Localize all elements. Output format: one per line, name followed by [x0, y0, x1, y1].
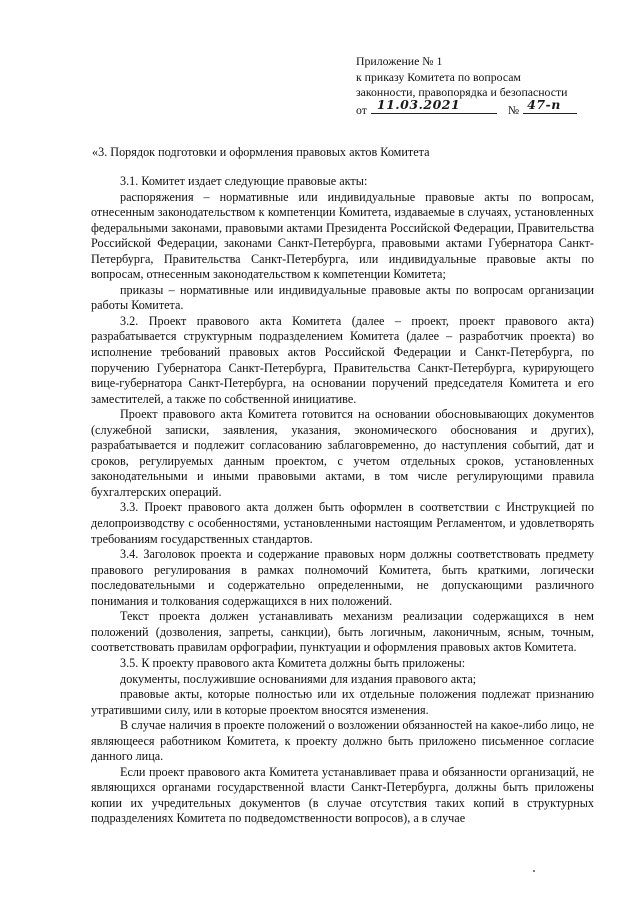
paragraph: В случае наличия в проекте положений о возложении обязанностей на какое-либо лицо, не являющееся работником Комитета, к проекту должно быть приложено письменное согласие данного лица.: [91, 718, 594, 764]
appendix-order-ref: к приказу Комитета по вопросам: [356, 69, 521, 84]
paragraph: 3.1. Комитет издает следующие правовые акты:: [120, 174, 368, 188]
handwritten-date: 11.03.2021: [376, 97, 461, 113]
number-prefix: №: [507, 102, 520, 117]
order-date-field: [371, 97, 497, 114]
paragraph: Текст проекта должен устанавливать механизм реализации содержащихся в нем положений (дозволения, запреты, санкции), быть логичным, лаконичным, ясным, точным, соответствовать правилам орфографии, пунктуации и оформления правовых актов Комитета.: [91, 609, 594, 655]
appendix-title: Приложение № 1: [356, 54, 443, 68]
order-date-number-row: [356, 97, 606, 119]
paragraph: документы, послужившие основаниями для издания правового акта;: [120, 671, 477, 686]
order-number-field: [523, 97, 577, 114]
appendix-header: [356, 54, 606, 119]
paragraph: 3.3. Проект правового акта должен быть оформлен в соответствии с Инструкцией по делопроизводству с особенностями, установленными настоящим Регламентом, и удовлетворять требованиям государственных стандартов.: [91, 500, 594, 546]
paragraph: правовые акты, которые полностью или их отдельные положения подлежат признанию утратившими силу, или в которые проектом вносятся изменения.: [91, 687, 594, 717]
handwritten-number: 47-п: [527, 97, 561, 113]
paragraph: Проект правового акта Комитета готовится на основании обосновывающих документов (служебной записки, заявления, указания, экономического обоснования и других), разрабатывается и подлежит согласованию заблаговременно, до наступления событий, дат и сроков, регулируемых данным проектом, с учетом отдельных сроков, установленных законодательными и иными правовыми актами, в том числе регулирующими правила бухгалтерских операций.: [91, 407, 594, 499]
section-title: «3. Порядок подготовки и оформления правовых актов Комитета: [92, 145, 430, 159]
date-prefix: от: [356, 102, 367, 117]
paragraph: приказы – нормативные или индивидуальные правовые акты по вопросам организации работы Комитета.: [91, 282, 594, 313]
paragraph: 3.5. К проекту правового акта Комитета должны быть приложены:: [120, 655, 466, 670]
document-body: [91, 174, 594, 827]
scan-speck: [533, 870, 535, 872]
paragraph: Если проект правового акта Комитета устанавливает права и обязанности организаций, не являющихся органами государственной власти Санкт-Петербурга, должны быть приложены копии их учредительных документов (в случае отсутствия таких копий в структурных подразделениях Комитета по подведомственности вопросов), а в случае: [91, 764, 594, 826]
paragraph: 3.2. Проект правового акта Комитета (далее – проект, проект правового акта) разрабатывается структурным подразделением Комитета (далее – разработчик проекта) во исполнение требований правовых актов Российской Федерации и Санкт-Петербурга, по поручению Губернатора Санкт-Петербурга, Правительства Санкт-Петербурга, курирующего вице-губернатора Санкт-Петербурга, на основании поручений председателя Комитета и его заместителей, а также по собственной инициативе.: [91, 313, 594, 406]
appendix-committee-name: законности, правопорядка и безопасности: [356, 85, 568, 100]
paragraph: распоряжения – нормативные или индивидуальные правовые акты по вопросам, отнесенным законодательством к компетенции Комитета, издаваемые в случаях, установленных федеральными законами, правовыми актами Президента Российской Федерации, Правительства Российской Федерации, законами Санкт-Петербурга, правовыми актами Губернатора Санкт-Петербурга, Правительства Санкт-Петербурга, или индивидуальные правовые акты по вопросам, отнесенным законодательством к компетенции Комитета;: [91, 189, 594, 282]
paragraph: 3.4. Заголовок проекта и содержание правовых норм должны соответствовать предмету правового регулирования в рамках полномочий Комитета, быть краткими, логически последовательными и содержательно определенными, не допускающими различного понимания и толкования содержащихся в них положений.: [91, 547, 594, 608]
